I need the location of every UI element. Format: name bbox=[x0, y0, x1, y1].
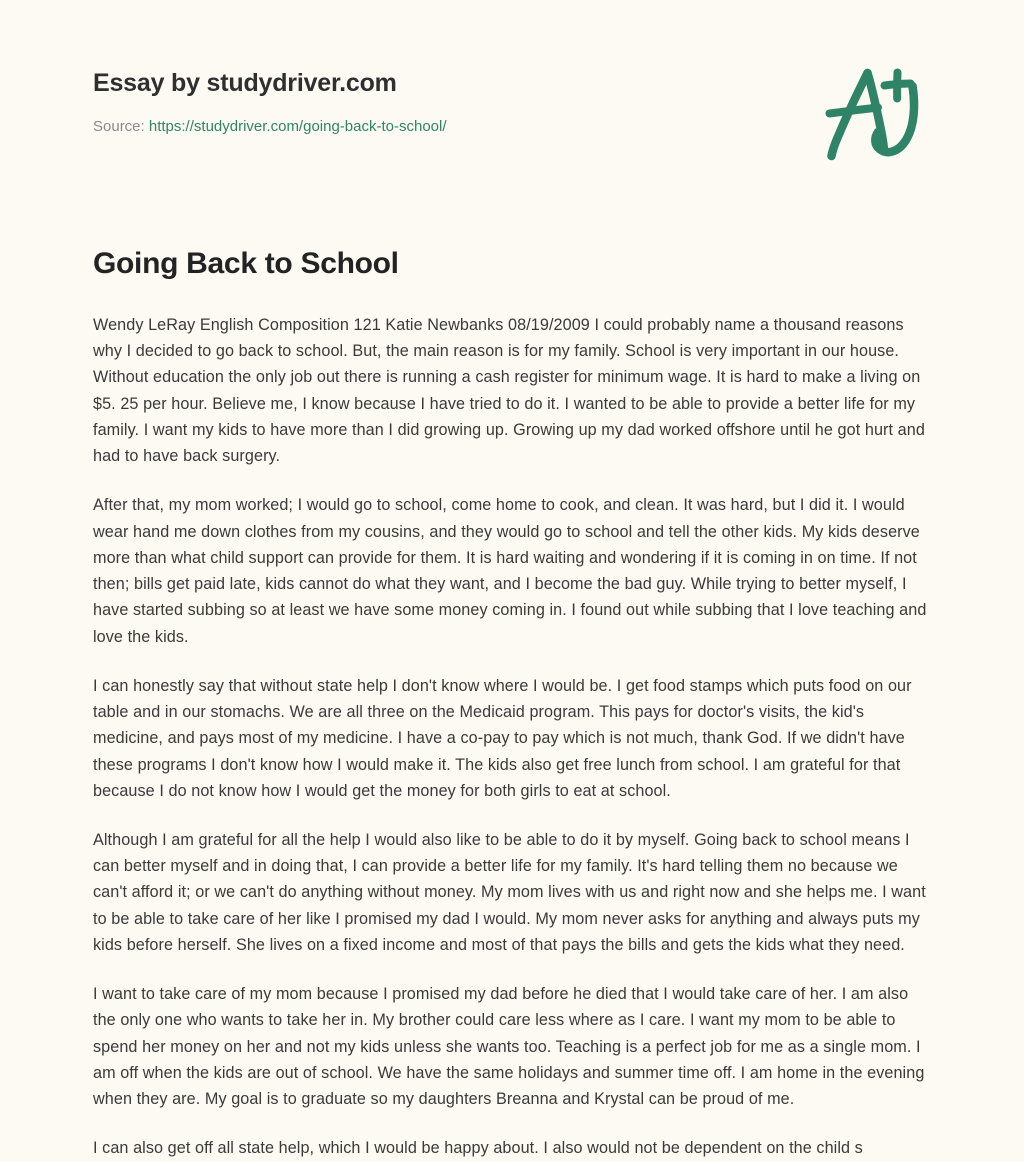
paragraph: I want to take care of my mom because I promised my dad before he died that I would take care of her. I am also the only one who wants to take her in. My brother could care less where as I care. I want my mom to be able to spend her money on her and not my kids unless she wants too. Teaching is a perfect job for me as a single mom. I am off when the kids are out of school. We have the same holidays and summer time off. I am home in the evening when they are. My goal is to graduate so my daughters Breanna and Krystal can be proud of me. bbox=[93, 985, 925, 1109]
a-plus-logo bbox=[812, 60, 932, 175]
essay-body bbox=[93, 312, 934, 1162]
paragraph: After that, my mom worked; I would go to school, come home to cook, and clean. It was hard, but I did it. I would wear hand me down clothes from my cousins, and they would go to school and tell the other kids. My kids deserve more than what child support can provide for them. It is hard waiting and wondering if it is coming in on time. If not then; bills get paid late, kids cannot do what they want, and I become the bad guy. While trying to better myself, I have started subbing so at least we have some money coming in. I found out while subbing that I love teaching and love the kids. bbox=[93, 496, 927, 646]
source-label: Source: bbox=[93, 118, 149, 135]
paragraph: I can honestly say that without state help I don't know where I would be. I get food stamps which puts food on our table and in our stomachs. We are all three on the Medicaid program. This pays for doctor's visits, the kid's medicine, and pays most of my medicine. I have a co-pay to pay which is not much, thank God. If we didn't have these programs I don't know how I would make it. The kids also get free lunch from school. I am grateful for that because I do not know how I would get the money for both girls to eat at school. bbox=[93, 676, 912, 800]
page-title: Going Back to School bbox=[93, 247, 399, 280]
source-url-link[interactable]: https://studydriver.com/going-back-to-school/ bbox=[148, 118, 447, 135]
paragraph: I can also get off all state help, which I would be happy about. I also would not be dependent on the child s bbox=[93, 1139, 863, 1158]
paragraph: Although I am grateful for all the help I would also like to be able to do it by myself. Going back to school means I can better myself and in doing that, I can provide a better life for my family. It's hard telling them no because we can't afford it; or we can't do anything without money. My mom lives with us and right now and she helps me. I want to be able to take care of her like I promised my dad I would. My mom never asks for anything and always puts my kids before herself. She lives on a fixed income and most of that pays the bills and gets the kids what they need. bbox=[93, 830, 926, 954]
page-header bbox=[0, 0, 1024, 200]
essay-byline: Essay by studydriver.com bbox=[93, 69, 397, 97]
header-text-block bbox=[93, 68, 753, 137]
paragraph: Wendy LeRay English Composition 121 Katie Newbanks 08/19/2009 I could probably name a thousand reasons why I decided to go back to school. But, the main reason is for my family. School is very important in our house. Without education the only job out there is running a cash register for minimum wage. It is hard to make a living on $5. 25 per hour. Believe me, I know because I have tried to do it. I wanted to be able to provide a better life for my family. I want my kids to have more than I did growing up. Growing up my dad worked offshore until he got hurt and had to have back surgery. bbox=[93, 316, 925, 466]
a-plus-icon bbox=[812, 60, 932, 175]
source-line bbox=[93, 117, 753, 137]
